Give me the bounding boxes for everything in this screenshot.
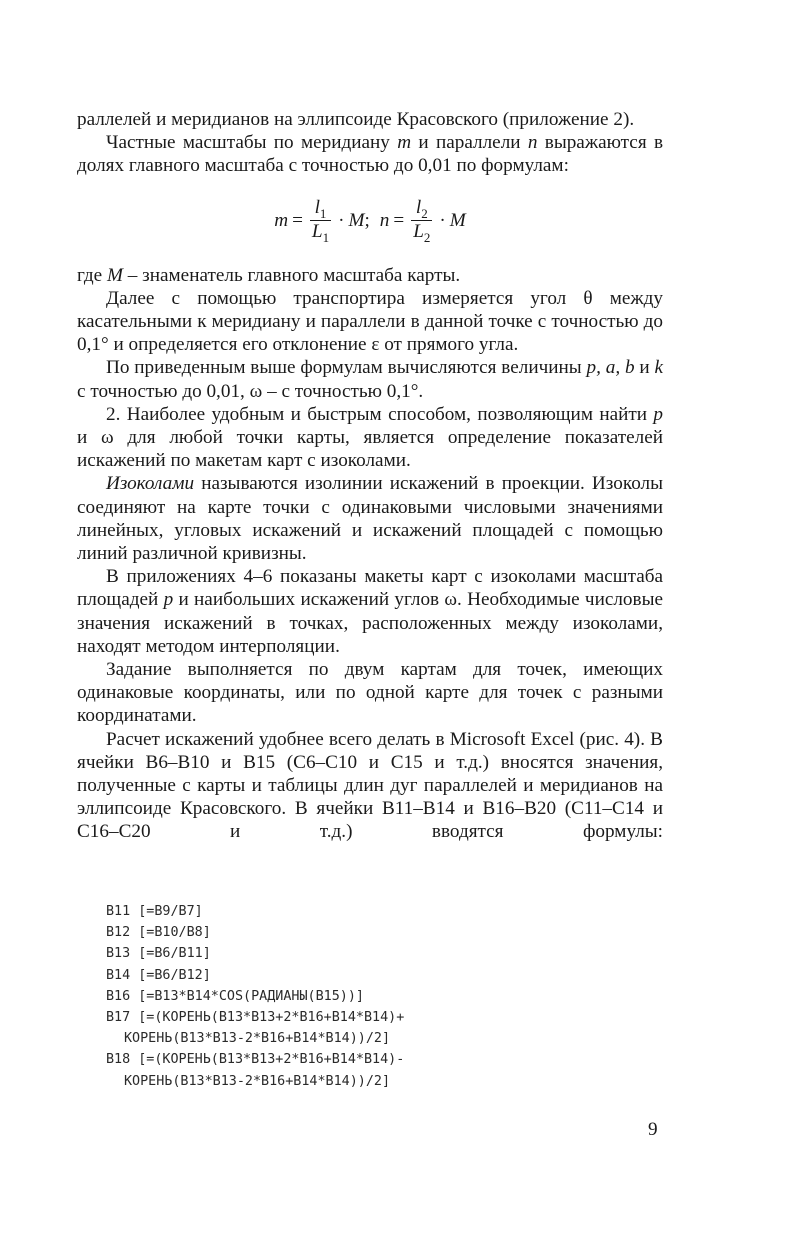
page-number: 9: [648, 1119, 658, 1140]
formula-m: m: [274, 210, 289, 231]
code-line: B16 [=B13*B14*COS(РАДИАНЫ(B15))]: [106, 988, 364, 1004]
code-line: КОРЕНЬ(B13*B13-2*B16+B14*B14))/2]: [124, 1073, 391, 1089]
paragraph-excel: Расчет искажений удобнее всего делать в Microsoft Excel (рис. 4). В ячейки B6–B10 и B15 (C6–C10 и C15 и т.д.) вносятся значения, полученные с карты и таблицы длин дуг параллелей и меридианов на эллипсоиде Красовского. В ячейки B11–B14 и B16–B20 (C11–C14 и C16–C20 и т.д.) вводятся формулы:: [77, 728, 663, 843]
fraction-l2-L2: $\frac{l_2}{L_2}$: [413, 197, 431, 246]
paragraph-angle: Далее с помощью транспортира измеряется угол θ между касательными к меридиану и параллели в данной точке с точностью до 0,1° и определяется его отклонение ε от прямого угла.: [77, 287, 663, 356]
code-line: B13 [=B6/B11]: [106, 946, 211, 962]
formula-code-block: [106, 901, 404, 1092]
paragraph-isocols: Изоколами называются изолинии искажений в проекции. Изоколы соединяют на карте точки с одинаковыми числовыми значениями линейных, угловых искажений и искажений площадей с помощью линий различной кривизны.: [77, 473, 663, 565]
paragraph-task: Задание выполняется по двум картам для точек, имеющих одинаковые координаты, или по одной карте для точек с разными координатами.: [77, 659, 663, 727]
code-line: B17 [=(КОРЕНЬ(B13*B13+2*B16+B14*B14)+: [106, 1010, 405, 1026]
paragraph-scales: Частные масштабы по меридиану m и параллели n выражаются в долях главного масштаба с точностью до 0,01 по формулам:: [77, 132, 664, 177]
paragraph-appendices: В приложениях 4–6 показаны макеты карт с изоколами масштаба площадей p и наибольших искажений углов ω. Необходимые числовые значения искажений в точках, расположенных между изоколами, находят методом интерполяции.: [77, 566, 663, 657]
body-text: [77, 108, 663, 844]
scale-formula: m = $\frac{l_1}{L_1}$ · M ; n = $\frac{l_2}{L_2}$ · M: [274, 197, 466, 246]
paragraph-where-m: где M – знаменатель главного масштаба карты.: [77, 264, 461, 286]
code-line: КОРЕНЬ(B13*B13-2*B16+B14*B14))/2]: [124, 1031, 391, 1047]
paragraph-method-2: 2. Наиболее удобным и быстрым способом, позволяющим найти p и ω для любой точки карты, является определение показателей искажений по макетам карт с изоколами.: [77, 403, 663, 472]
code-line: B14 [=B6/B12]: [106, 967, 211, 983]
code-line: B12 [=B10/B8]: [106, 925, 211, 941]
formula-n: n: [379, 210, 390, 231]
code-line: B11 [=B9/B7]: [106, 904, 203, 919]
code-line: B18 [=(КОРЕНЬ(B13*B13+2*B16+B14*B14)-: [106, 1052, 405, 1068]
paragraph-continuation: раллелей и меридианов на эллипсоиде Красовского (приложение 2).: [77, 109, 635, 130]
fraction-l1-L1: $\frac{l_1}{L_1}$: [311, 197, 330, 246]
paragraph-values: По приведенным выше формулам вычисляются величины p, a, b и k с точностью до 0,01, ω – с точностью 0,1°.: [77, 357, 663, 402]
